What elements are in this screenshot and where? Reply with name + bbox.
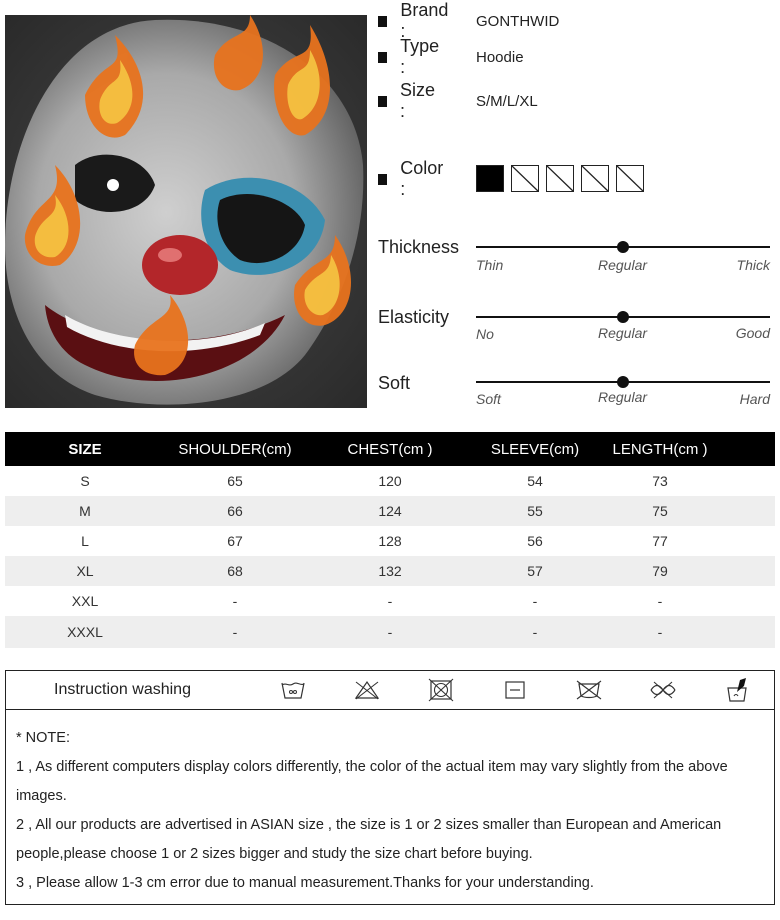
cell-size: XL [76,563,94,579]
note-line: 3 , Please allow 1-3 cm error due to manual measurement.Thanks for your understanding. [16,875,594,891]
header-sleeve: SLEEVE(cm) [490,440,580,458]
table-row [5,586,775,616]
cell-shoulder: - [232,593,238,609]
swatch-black[interactable] [476,165,504,192]
cell-chest: 128 [378,533,402,549]
cell-chest: 124 [378,503,402,519]
bullet-square-icon [378,96,387,107]
type-row [378,36,524,77]
cell-shoulder: 65 [227,473,243,489]
header-shoulder: SHOULDER(cm) [178,440,292,458]
cell-sleeve: 56 [527,533,543,549]
cell-shoulder: - [232,624,238,640]
header-size: SIZE [68,440,102,458]
cell-shoulder: 67 [227,533,243,549]
dry-flat-icon [478,670,552,710]
cell-size: S [80,473,90,489]
cell-length: - [657,593,663,609]
do-not-dry-clean-icon [552,670,626,710]
cell-sleeve: 55 [527,503,543,519]
scale-marker [617,311,629,323]
scale-marker [617,241,629,253]
table-row [5,526,775,556]
color-row [378,158,445,199]
size-value: S/M/L/XL [476,92,538,110]
cell-sleeve: 54 [527,473,543,489]
bullet-square-icon [378,52,387,63]
product-image [5,15,367,408]
table-row [5,556,775,586]
cell-size: L [81,533,89,549]
cell-shoulder: 68 [227,563,243,579]
swatch-unavailable[interactable] [616,165,644,192]
cell-length: 79 [652,563,668,579]
cell-sleeve: - [532,593,538,609]
cell-chest: 120 [378,473,402,489]
size-label: Size : [400,80,436,121]
thickness-label: Thickness [378,237,460,257]
do-not-tumble-dry-icon [404,670,478,710]
scale-marker [617,376,629,388]
size-chart-table [5,432,775,648]
scale-high: Good [735,325,770,341]
cell-size: XXL [71,593,99,609]
cell-size: XXXL [67,624,103,640]
header-length: LENGTH(cm ) [612,440,708,458]
swatch-unavailable[interactable] [581,165,609,192]
cell-sleeve: 57 [527,563,543,579]
type-value: Hoodie [476,48,524,66]
size-table-header [5,432,775,466]
do-not-wring-icon [626,670,700,710]
do-not-bleach-icon [330,670,404,710]
table-row [5,466,775,496]
bullet-square-icon [378,16,387,27]
scale-mid: Regular [598,325,648,341]
note-line: 2 , All our products are advertised in ASIAN size , the size is 1 or 2 sizes smaller than European and American [16,817,722,833]
cell-size: M [79,503,91,519]
note-line: people,please choose 1 or 2 sizes bigger and study the size chart before buying. [16,846,533,862]
table-row [5,616,775,648]
cell-sleeve: - [532,624,538,640]
soft-label: Soft [378,373,411,393]
cell-chest: - [387,624,393,640]
brand-value: GONTHWID [476,12,560,30]
scale-mid: Regular [598,257,648,273]
washing-instructions-bar [5,670,775,710]
scale-high: Hard [739,391,770,407]
note-line: 1 , As different computers display colors differently, the color of the actual item may vary slightly from the above [16,759,728,775]
color-swatches [476,165,644,192]
cell-length: 73 [652,473,668,489]
header-chest: CHEST(cm ) [347,440,433,458]
scale-high: Thick [736,257,770,273]
cell-length: 77 [652,533,668,549]
care-icons [256,670,774,710]
scale-low: Soft [476,391,501,407]
brand-label: Brand : [400,0,449,41]
brand-row [378,0,560,41]
cell-chest: - [387,593,393,609]
scale-low: Thin [476,257,504,273]
table-row [5,496,775,526]
note-line: images. [16,788,67,804]
note-heading: * NOTE: [16,730,70,746]
swatch-unavailable[interactable] [511,165,539,192]
cell-length: - [657,624,663,640]
iron-low-icon [700,670,774,710]
cell-chest: 132 [378,563,402,579]
cell-shoulder: 66 [227,503,243,519]
size-row [378,80,538,121]
notes-box [5,710,775,905]
swatch-unavailable[interactable] [546,165,574,192]
washing-title: Instruction washing [54,681,191,698]
elasticity-label: Elasticity [378,307,450,327]
type-label: Type : [400,36,440,77]
hand-wash-30-icon [256,670,330,710]
scale-low: No [476,326,494,342]
scale-mid: Regular [598,389,648,405]
bullet-square-icon [378,174,387,185]
color-label: Color : [400,158,444,199]
cell-length: 75 [652,503,668,519]
